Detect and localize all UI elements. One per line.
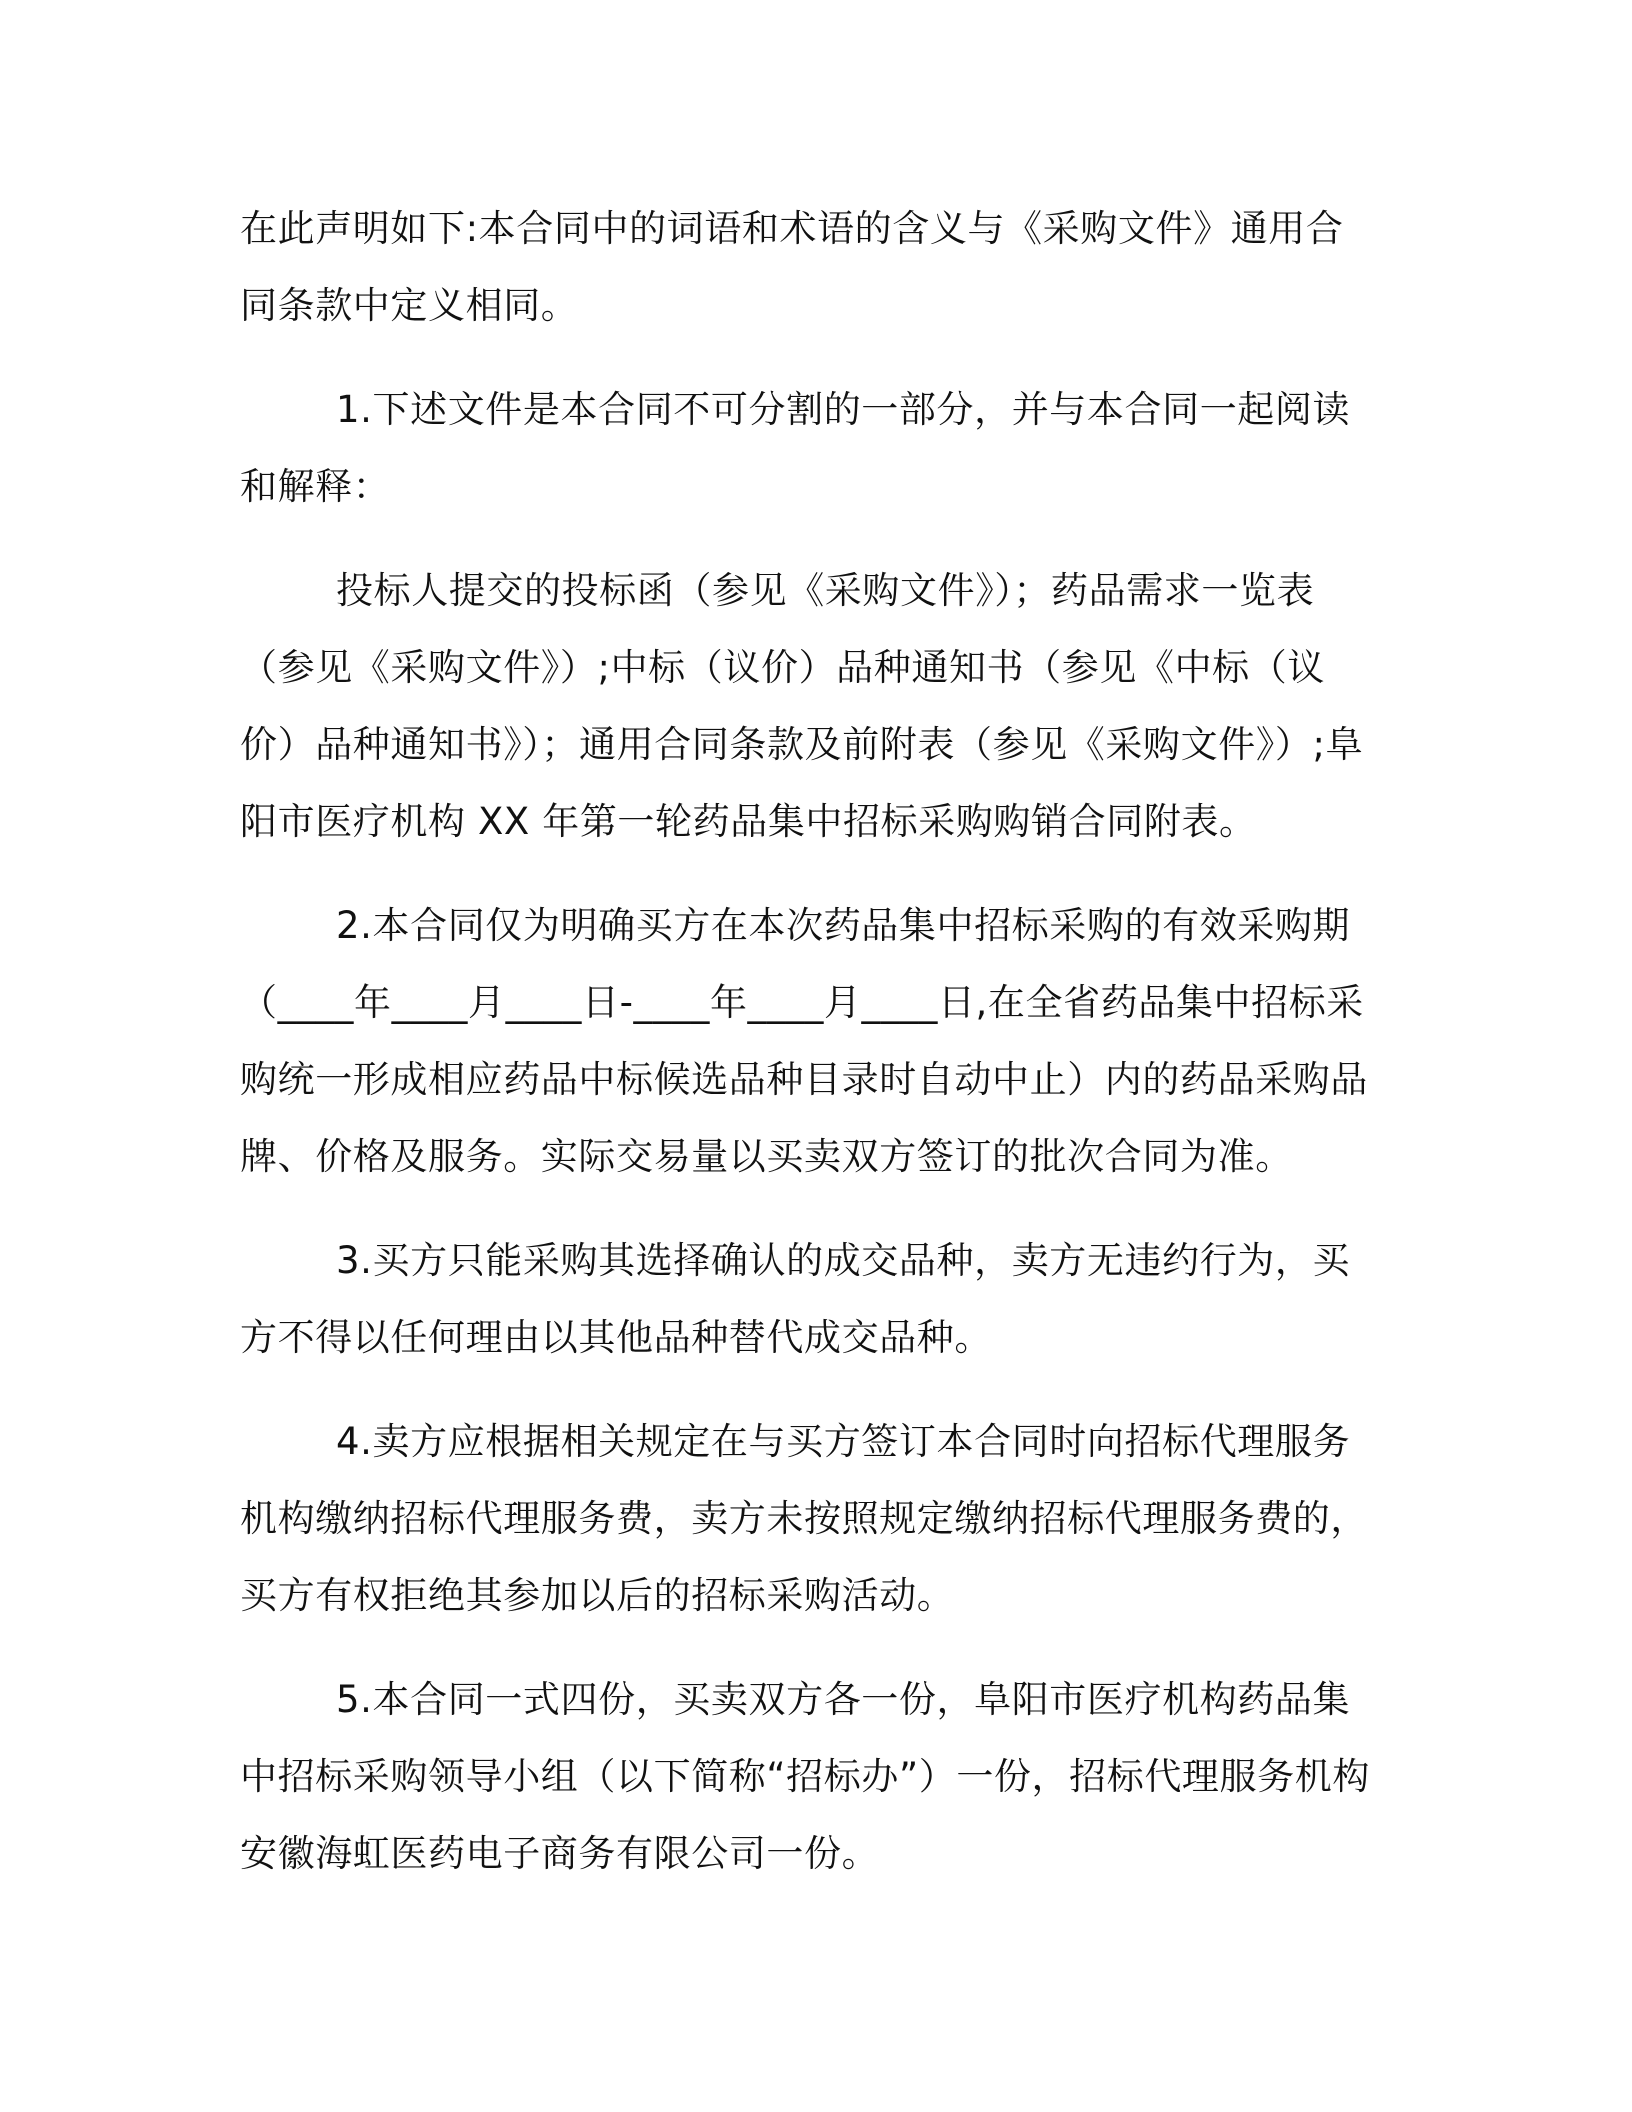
paragraph-clause-5: 5.本合同一式四份，买卖双方各一份，阜阳市医疗机构药品集中招标采购领导小组（以下简称“招标办”）一份，招标代理服务机构安徽海虹医药电子商务有限公司一份。 (240, 1678, 1370, 1875)
paragraph-clause-1: 1.下述文件是本合同不可分割的一部分，并与本合同一起阅读和解释： (240, 388, 1351, 508)
paragraph-document-list: 投标人提交的投标函（参见《采购文件》）；药品需求一览表（参见《采购文件》）;中标（议价）品种通知书（参见《中标（议价）品种通知书》）；通用合同条款及前附表（参见《采购文件》）;阜阳市医疗机构 XX 年第一轮药品集中招标采购购销合同附表。 (240, 569, 1364, 843)
document-body (240, 190, 1380, 1892)
paragraph-clause-4: 4.卖方应根据相关规定在与买方签订本合同时向招标代理服务机构缴纳招标代理服务费，卖方未按照规定缴纳招标代理服务费的，买方有权拒绝其参加以后的招标采购活动。 (240, 1420, 1368, 1617)
paragraph-preamble: 在此声明如下:本合同中的词语和术语的含义与《采购文件》通用合同条款中定义相同。 (240, 207, 1344, 327)
paragraph-clause-2: 2.本合同仅为明确买方在本次药品集中招标采购的有效采购期（____年____月____日-____年____月____日,在全省药品集中招标采购统一形成相应药品中标候选品种目录时自动中止）内的药品采购品牌、价格及服务。实际交易量以买卖双方签订的批次合同为准。 (240, 904, 1368, 1178)
paragraph-clause-3: 3.买方只能采购其选择确认的成交品种，卖方无违约行为，买方不得以任何理由以其他品种替代成交品种。 (240, 1239, 1351, 1359)
